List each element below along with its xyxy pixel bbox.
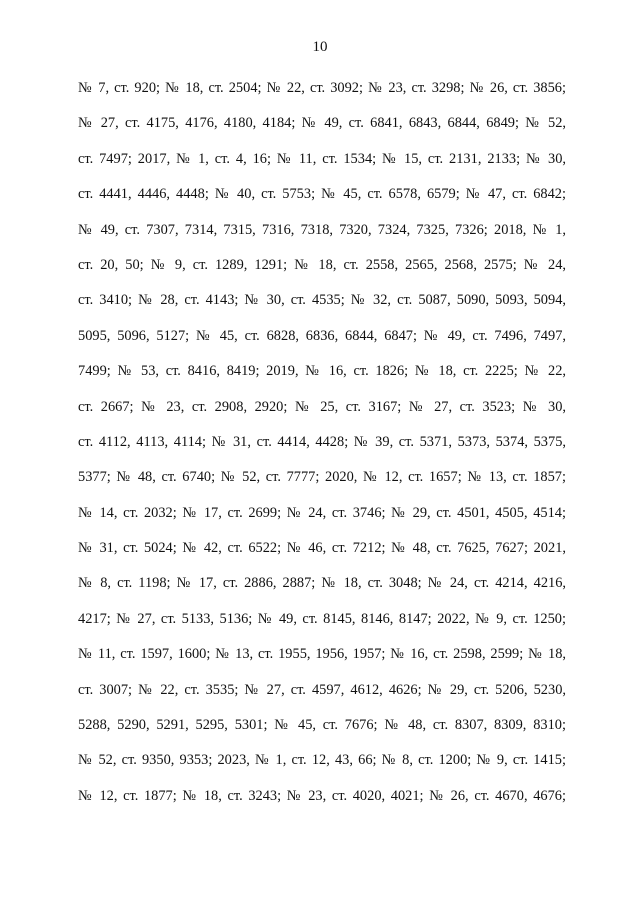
- page-number: 10: [312, 39, 328, 55]
- text-line-10: ст. 2667; № 23, ст. 2908, 2920; № 25, ст. 3167; № 27, ст. 3523; № 30,: [78, 398, 566, 415]
- text-line-11: ст. 4112, 4113, 4114; № 31, ст. 4414, 4428; № 39, ст. 5371, 5373, 5374, 5375,: [78, 433, 566, 450]
- text-line-9: 7499; № 53, ст. 8416, 8419; 2019, № 16, ст. 1826; № 18, ст. 2225; № 22,: [78, 363, 566, 380]
- text-line-18: ст. 3007; № 22, ст. 3535; № 27, ст. 4597, 4612, 4626; № 29, ст. 5206, 5230,: [78, 681, 566, 698]
- text-line-16: 4217; № 27, ст. 5133, 5136; № 49, ст. 8145, 8146, 8147; 2022, № 9, ст. 1250;: [78, 610, 566, 627]
- text-line-6: ст. 20, 50; № 9, ст. 1289, 1291; № 18, ст. 2558, 2565, 2568, 2575; № 24,: [78, 256, 566, 273]
- text-line-12: 5377; № 48, ст. 6740; № 52, ст. 7777; 2020, № 12, ст. 1657; № 13, ст. 1857;: [78, 469, 566, 486]
- text-line-20: № 52, ст. 9350, 9353; 2023, № 1, ст. 12, 43, 66; № 8, ст. 1200; № 9, ст. 1415;: [78, 752, 566, 769]
- text-line-3: ст. 7497; 2017, № 1, ст. 4, 16; № 11, ст. 1534; № 15, ст. 2131, 2133; № 30,: [78, 150, 566, 167]
- text-line-1: № 7, ст. 920; № 18, ст. 2504; № 22, ст. 3092; № 23, ст. 3298; № 26, ст. 3856;: [78, 80, 566, 96]
- text-line-19: 5288, 5290, 5291, 5295, 5301; № 45, ст. 7676; № 48, ст. 8307, 8309, 8310;: [78, 717, 566, 734]
- document-body-text: [78, 76, 566, 819]
- text-line-7: ст. 3410; № 28, ст. 4143; № 30, ст. 4535; № 32, ст. 5087, 5090, 5093, 5094,: [78, 292, 566, 309]
- text-line-8: 5095, 5096, 5127; № 45, ст. 6828, 6836, 6844, 6847; № 49, ст. 7496, 7497,: [78, 327, 566, 344]
- text-line-4: ст. 4441, 4446, 4448; № 40, ст. 5753; № 45, ст. 6578, 6579; № 47, ст. 6842;: [78, 186, 566, 203]
- text-line-13: № 14, ст. 2032; № 17, ст. 2699; № 24, ст. 3746; № 29, ст. 4501, 4505, 4514;: [78, 504, 566, 521]
- text-line-2: № 27, ст. 4175, 4176, 4180, 4184; № 49, ст. 6841, 6843, 6844, 6849; № 52,: [78, 115, 566, 132]
- text-line-14: № 31, ст. 5024; № 42, ст. 6522; № 46, ст. 7212; № 48, ст. 7625, 7627; 2021,: [78, 540, 566, 557]
- text-line-17: № 11, ст. 1597, 1600; № 13, ст. 1955, 1956, 1957; № 16, ст. 2598, 2599; № 18,: [78, 646, 566, 663]
- text-line-15: № 8, ст. 1198; № 17, ст. 2886, 2887; № 18, ст. 3048; № 24, ст. 4214, 4216,: [78, 575, 566, 592]
- text-line-5: № 49, ст. 7307, 7314, 7315, 7316, 7318, 7320, 7324, 7325, 7326; 2018, № 1,: [78, 221, 566, 238]
- text-line-21: № 12, ст. 1877; № 18, ст. 3243; № 23, ст. 4020, 4021; № 26, ст. 4670, 4676;: [78, 787, 566, 804]
